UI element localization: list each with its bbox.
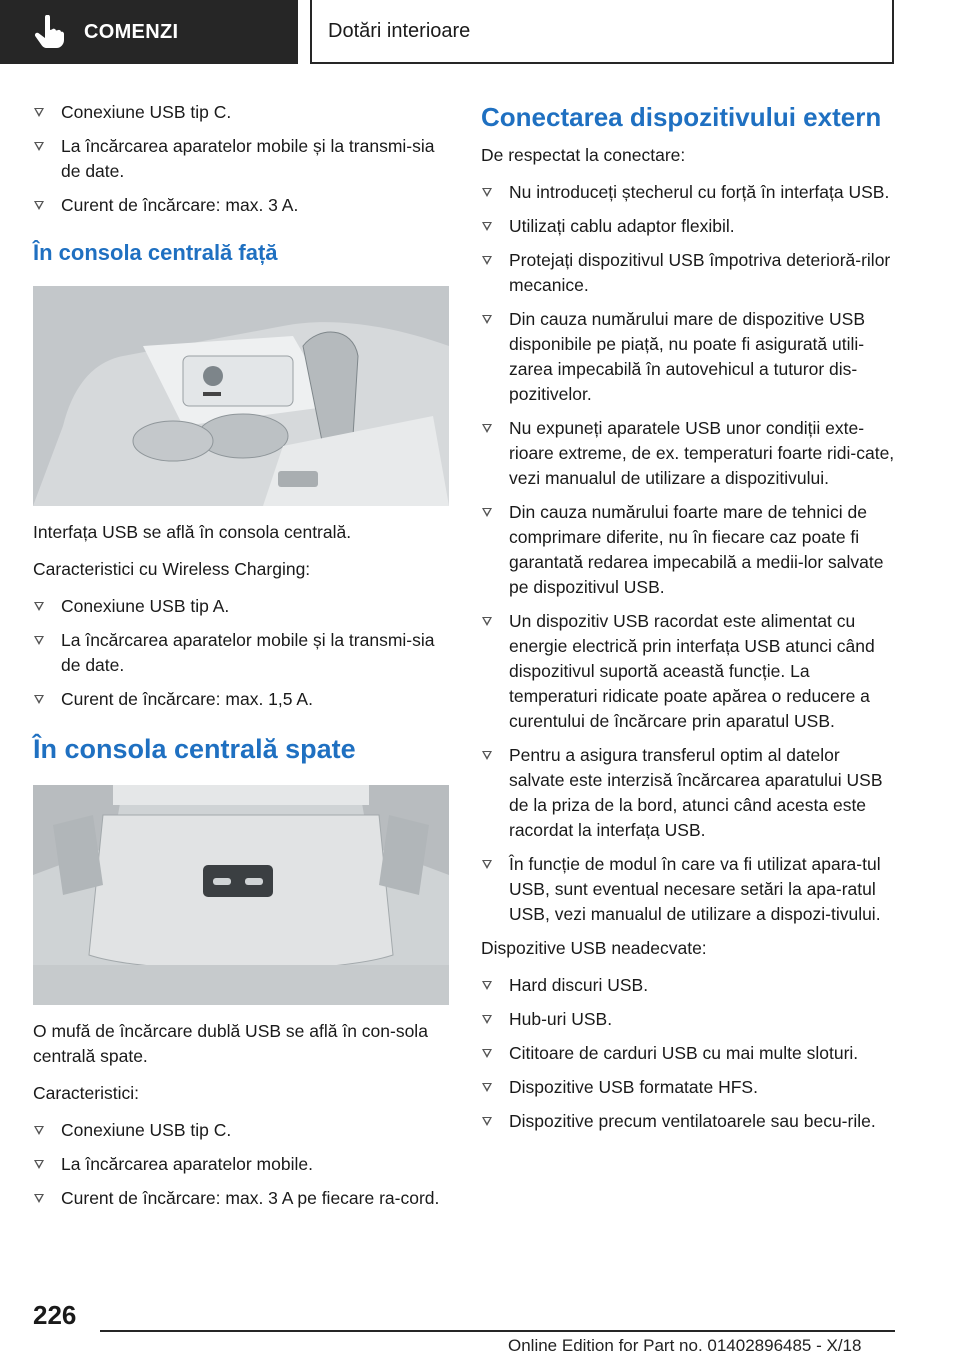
list-item: În funcție de modul în care va fi utilizat apara-tul USB, sunt eventual necesare setări la apa-ratul USB, vezi manualul de utilizare a dispozi-tivului. bbox=[481, 852, 897, 927]
list-item: Protejați dispozitivul USB împotriva deterioră-rilor mecanice. bbox=[481, 248, 897, 298]
bullet-triangle-icon bbox=[34, 142, 44, 151]
list-rear bbox=[33, 1118, 449, 1211]
list-item: Din cauza numărului foarte mare de tehnici de comprimare diferite, nu în fiecare caz poate fi garantată redarea impecabilă a medii-lor salvate pe dispozitivul USB. bbox=[481, 500, 897, 600]
bullet-triangle-icon bbox=[482, 751, 492, 760]
caption-rear: O mufă de încărcare dublă USB se află în con-sola centrală spate. bbox=[33, 1021, 428, 1066]
bullet-triangle-icon bbox=[482, 617, 492, 626]
list-item: Conexiune USB tip C. bbox=[33, 1118, 449, 1143]
bullet-triangle-icon bbox=[34, 108, 44, 117]
list-item: Pentru a asigura transferul optim al datelor salvate este interzisă încărcarea aparatului USB de la priza de la bord, atunci când acesta este racordat la interfața USB. bbox=[481, 743, 897, 843]
page-number: 226 bbox=[33, 1300, 77, 1330]
heading-rear-console: În consola centrală spate bbox=[33, 734, 356, 764]
bullet-triangle-icon bbox=[482, 315, 492, 324]
bullet-triangle-icon bbox=[482, 256, 492, 265]
bullet-triangle-icon bbox=[482, 508, 492, 517]
unsuitable-intro: Dispozitive USB neadecvate: bbox=[481, 938, 707, 958]
chapter-tab[interactable] bbox=[310, 0, 894, 64]
bullet-triangle-icon bbox=[482, 1049, 492, 1058]
list-item: Hard discuri USB. bbox=[481, 973, 897, 998]
bullet-triangle-icon bbox=[482, 424, 492, 433]
bullet-triangle-icon bbox=[34, 1160, 44, 1169]
list-connect bbox=[481, 180, 897, 927]
bullet-triangle-icon bbox=[34, 636, 44, 645]
list-item: La încărcarea aparatelor mobile și la transmi-sia de date. bbox=[33, 628, 449, 678]
hand-pointer-icon bbox=[34, 15, 64, 49]
list-item: Un dispozitiv USB racordat este alimentat cu energie electrică prin interfața USB atunci când dispozitivul suportă această funcție. La temperaturi ridicate poate apărea o reducere a curentului de încărcare prin aparatul USB. bbox=[481, 609, 897, 734]
heading-front-console: În consola centrală față bbox=[33, 240, 278, 265]
right-column bbox=[481, 100, 897, 1143]
list-item: Din cauza numărului mare de dispozitive USB disponibile pe piață, nu poate fi asigurată utili-zarea impecabilă în autovehicul a tuturor dis-pozitivelor. bbox=[481, 307, 897, 407]
section-title: COMENZI bbox=[84, 20, 179, 43]
heading-connect-device: Conectarea dispozitivului extern bbox=[481, 102, 882, 132]
left-column bbox=[33, 100, 449, 1220]
list-item: Curent de încărcare: max. 3 A. bbox=[33, 193, 449, 218]
bullet-triangle-icon bbox=[482, 222, 492, 231]
list-item: Conexiune USB tip A. bbox=[33, 594, 449, 619]
list-item: Nu expuneți aparatele USB unor condiții exte-rioare extreme, de ex. temperaturi foarte ridi-cate, vezi manualul de utilizare a dispozitivului. bbox=[481, 416, 897, 491]
bullet-triangle-icon bbox=[482, 981, 492, 990]
chapter-title: Dotări interioare bbox=[328, 19, 471, 42]
bullet-triangle-icon bbox=[482, 860, 492, 869]
footer-divider bbox=[100, 1330, 895, 1332]
list-item: La încărcarea aparatelor mobile. bbox=[33, 1152, 449, 1177]
list-item: Hub-uri USB. bbox=[481, 1007, 897, 1032]
caption-front: Interfața USB se află în consola centrală. bbox=[33, 522, 352, 542]
edition-note: Online Edition for Part no. 01402896485 - X/18 bbox=[508, 1336, 862, 1355]
wireless-intro: Caracteristici cu Wireless Charging: bbox=[33, 559, 311, 579]
list-item: Dispozitive precum ventilatoarele sau becu-rile. bbox=[481, 1109, 897, 1134]
list-item: Curent de încărcare: max. 3 A pe fiecare ra-cord. bbox=[33, 1186, 449, 1211]
list-top bbox=[33, 100, 449, 218]
list-item: Utilizați cablu adaptor flexibil. bbox=[481, 214, 897, 239]
section-tab[interactable] bbox=[0, 0, 298, 64]
list-item: La încărcarea aparatelor mobile și la transmi-sia de date. bbox=[33, 134, 449, 184]
rear-console-image bbox=[33, 785, 449, 1005]
bullet-triangle-icon bbox=[34, 602, 44, 611]
list-item: Curent de încărcare: max. 1,5 A. bbox=[33, 687, 449, 712]
list-wireless bbox=[33, 594, 449, 712]
bullet-triangle-icon bbox=[34, 1194, 44, 1203]
front-console-image bbox=[33, 286, 449, 506]
connect-intro: De respectat la conectare: bbox=[481, 145, 686, 165]
bullet-triangle-icon bbox=[34, 695, 44, 704]
bullet-triangle-icon bbox=[482, 1015, 492, 1024]
bullet-triangle-icon bbox=[34, 1126, 44, 1135]
list-item: Conexiune USB tip C. bbox=[33, 100, 449, 125]
bullet-triangle-icon bbox=[482, 1083, 492, 1092]
list-item: Dispozitive USB formatate HFS. bbox=[481, 1075, 897, 1100]
list-unsuitable bbox=[481, 973, 897, 1134]
list-item: Nu introduceți ștecherul cu forță în interfața USB. bbox=[481, 180, 897, 205]
list-item: Cititoare de carduri USB cu mai multe sloturi. bbox=[481, 1041, 897, 1066]
bullet-triangle-icon bbox=[482, 188, 492, 197]
rear-intro: Caracteristici: bbox=[33, 1083, 139, 1103]
bullet-triangle-icon bbox=[482, 1117, 492, 1126]
bullet-triangle-icon bbox=[34, 201, 44, 210]
